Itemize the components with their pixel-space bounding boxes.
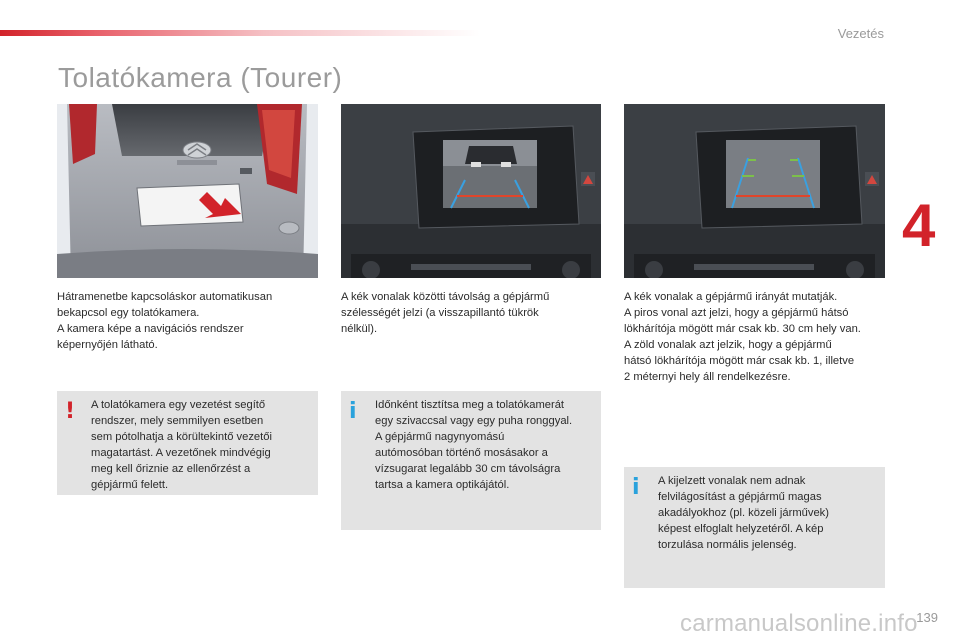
text-line: A kamera képe a navigációs rendszer xyxy=(57,323,244,335)
cleaning-info-text xyxy=(375,397,595,493)
text-line: autómosóban történő mosásakor a xyxy=(375,447,548,459)
guideline-info-note xyxy=(624,467,885,588)
page-number: 139 xyxy=(916,610,938,625)
text-line: A piros vonal azt jelzi, hogy a gépjármű hátsó xyxy=(624,307,849,319)
warning-icon: ! xyxy=(65,399,76,424)
info-icon: i xyxy=(349,399,357,424)
info-icon: i xyxy=(632,475,640,500)
text-line: képest elfoglalt helyzetéről. A kép xyxy=(658,523,824,535)
text-line: Időnként tisztítsa meg a tolatókamerát xyxy=(375,399,565,411)
section-name: Vezetés xyxy=(837,26,884,41)
text-line: hátsó lökhárítója mögött már csak kb. 1, illetve xyxy=(624,355,855,367)
text-line: egy szivaccsal vagy egy puha ronggyal. xyxy=(375,415,573,427)
text-line: A tolatókamera egy vezetést segítő xyxy=(91,399,266,411)
camera-screen-guidelines-illustration xyxy=(624,104,885,278)
text-line: rendszer, mely semmilyen esetben xyxy=(91,415,264,427)
text-line: képernyőjén látható. xyxy=(57,339,158,351)
chapter-number: 4 xyxy=(902,192,936,259)
page-title: Tolatókamera (Tourer) xyxy=(58,62,343,93)
column-2-text xyxy=(341,289,603,337)
text-line: meg kell őriznie az ellenőrzést a xyxy=(91,463,251,475)
text-line: felvilágosítást a gépjármű magas xyxy=(658,491,822,503)
cleaning-info-note xyxy=(341,391,601,530)
text-line: 2 méternyi hely áll rendelkezésre. xyxy=(624,371,791,383)
text-line: gépjármű felett. xyxy=(91,479,169,491)
warning-note xyxy=(57,391,318,495)
text-line: lökhárítója mögött már csak kb. 30 cm hely van. xyxy=(624,323,861,335)
text-line: A kijelzett vonalak nem adnak xyxy=(658,475,806,487)
text-line: A kék vonalak közötti távolság a gépjármű xyxy=(341,291,550,303)
car-rear-illustration xyxy=(57,104,318,278)
column-3-text xyxy=(624,289,886,385)
text-line: torzulása normális jelenség. xyxy=(658,539,797,551)
camera-screen-blue-lines-illustration xyxy=(341,104,601,278)
text-line: bekapcsol egy tolatókamera. xyxy=(57,307,200,319)
text-line: A kék vonalak a gépjármű irányát mutatják. xyxy=(624,291,838,303)
text-line: szélességét jelzi (a visszapillantó tükrök xyxy=(341,307,539,319)
text-line: Hátramenetbe kapcsoláskor automatikusan xyxy=(57,291,273,303)
header-accent-bar xyxy=(0,30,480,36)
text-line: akadályokhoz (pl. közeli járművek) xyxy=(658,507,829,519)
text-line: nélkül). xyxy=(341,323,378,335)
text-line: sem pótolhatja a körültekintő vezetői xyxy=(91,431,272,443)
warning-note-text xyxy=(91,397,312,493)
guideline-info-text xyxy=(658,473,879,553)
text-line: A gépjármű nagynyomású xyxy=(375,431,505,443)
text-line: tartsa a kamera optikájától. xyxy=(375,479,510,491)
text-line: magatartást. A vezetőnek mindvégig xyxy=(91,447,271,459)
watermark: carmanualsonline.info xyxy=(680,610,918,637)
text-line: A zöld vonalak azt jelzik, hogy a gépjármű xyxy=(624,339,832,351)
column-1-text xyxy=(57,289,319,353)
text-line: vízsugarat legalább 30 cm távolságra xyxy=(375,463,561,475)
